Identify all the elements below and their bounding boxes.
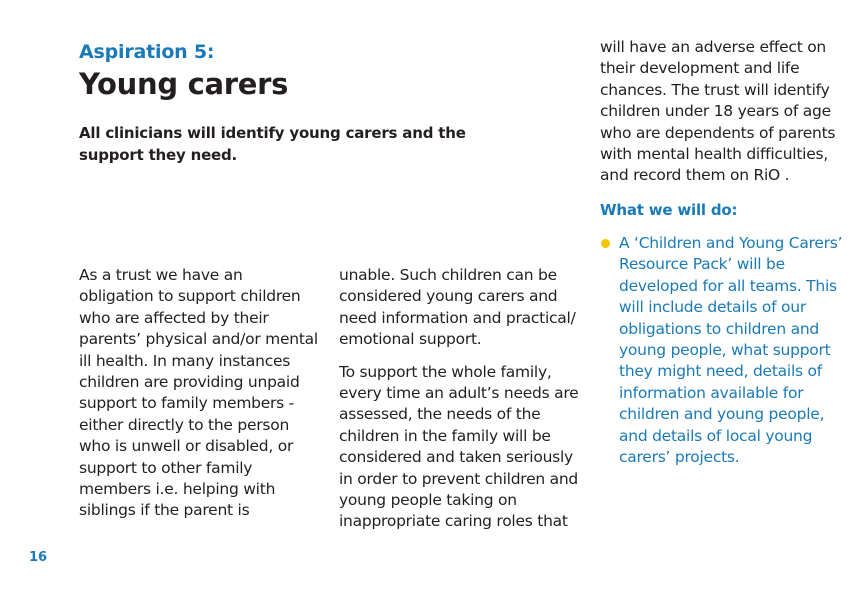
bullet-dot-icon xyxy=(601,239,610,248)
body-column-3 xyxy=(600,37,845,187)
action-item: A ‘Children and Young Carers’ Resource Pack’ will be developed for all teams. This will include details of our obligations to children and young people, what support they might need, details of information available for children and young people, and details of local young carers’ projects. xyxy=(619,234,843,467)
body-paragraph: will have an adverse effect on their development and life chances. The trust will identify children under 18 years of age who are dependents of parents with mental health difficulties, and record them on RiO . xyxy=(600,38,836,185)
lead-statement: All clinicians will identify young carers and the support they need. xyxy=(79,124,466,164)
actions-heading: What we will do: xyxy=(600,201,738,219)
aspiration-kicker: Aspiration 5: xyxy=(79,41,215,63)
action-list xyxy=(600,233,845,468)
body-column-1 xyxy=(79,265,319,522)
body-paragraph: To support the whole family, every time an adult’s needs are assessed, the needs of the children in the family will be considered and taken seriously in order to prevent children and young people taking on inappropriate caring roles that xyxy=(339,362,579,531)
body-paragraph: unable. Such children can be considered young carers and need information and practical/ emotional support. xyxy=(339,266,576,349)
page-number: 16 xyxy=(29,550,48,565)
body-paragraph: As a trust we have an obligation to support children who are affected by their parents’ physical and/or mental ill health. In many instances children are providing unpaid support to family members - either directly to the person who is unwell or disabled, or support to other family members i.e. helping with siblings if the parent is xyxy=(79,266,318,520)
body-column-2 xyxy=(339,265,579,533)
page-title: Young carers xyxy=(79,67,289,101)
